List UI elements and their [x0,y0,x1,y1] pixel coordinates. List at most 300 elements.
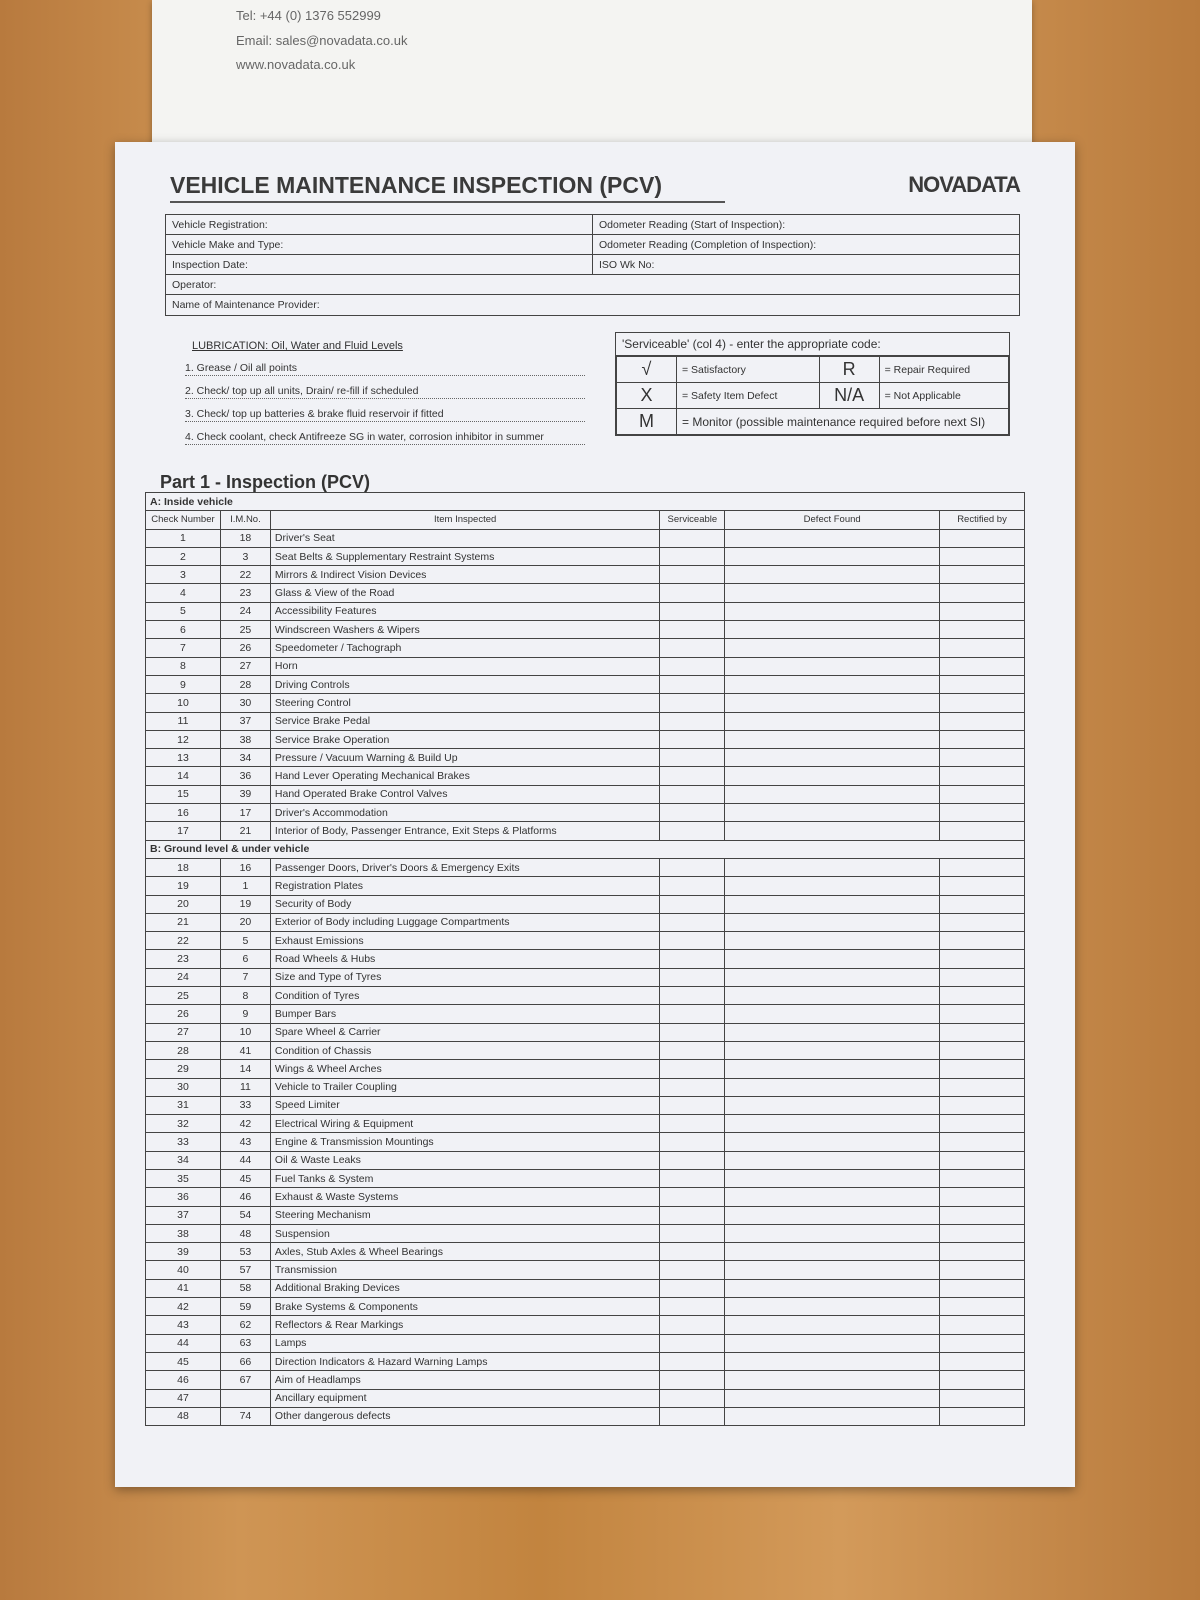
check-number: 40 [146,1261,221,1279]
contact-web: www.novadata.co.uk [236,57,356,72]
item-inspected: Oil & Waste Leaks [270,1151,659,1169]
table-row [146,1279,1025,1297]
table-row [146,804,1025,822]
serviceable-cell[interactable] [660,1188,725,1206]
rectified-by-cell[interactable] [940,1133,1025,1151]
check-number: 3 [146,566,221,584]
defect-found-cell[interactable] [725,1279,940,1297]
defect-found-cell[interactable] [725,1005,940,1023]
im-number: 53 [220,1243,270,1261]
check-number: 7 [146,639,221,657]
rectified-by-cell[interactable] [940,1206,1025,1224]
item-inspected: Glass & View of the Road [270,584,659,602]
item-inspected: Lamps [270,1334,659,1352]
serviceable-cell[interactable] [660,858,725,876]
defect-found-cell[interactable] [725,1188,940,1206]
defect-found-cell[interactable] [725,1371,940,1389]
envelope-flap [152,0,1032,150]
defect-found-cell[interactable] [725,785,940,803]
check-number: 10 [146,694,221,712]
item-inspected: Axles, Stub Axles & Wheel Bearings [270,1243,659,1261]
na-label: = Not Applicable [879,383,1008,409]
check-number: 1 [146,529,221,547]
rectified-by-cell[interactable] [940,1243,1025,1261]
table-row [146,1023,1025,1041]
field-registration[interactable]: Vehicle Registration: [172,219,268,231]
serviceable-cell[interactable] [660,822,725,840]
rectified-by-cell[interactable] [940,1060,1025,1078]
im-number: 20 [220,913,270,931]
check-number: 47 [146,1389,221,1407]
table-row [146,712,1025,730]
rectified-by-cell[interactable] [940,1115,1025,1133]
novadata-logo: NOVADATA [908,172,1020,197]
im-number: 57 [220,1261,270,1279]
serviceable-cell[interactable] [660,584,725,602]
table-row [146,1389,1025,1407]
defect-found-cell[interactable] [725,950,940,968]
lubrication-section [170,340,590,454]
item-inspected: Hand Lever Operating Mechanical Brakes [270,767,659,785]
defect-found-cell[interactable] [725,675,940,693]
rectified-by-cell[interactable] [940,566,1025,584]
item-inspected: Pressure / Vacuum Warning & Build Up [270,749,659,767]
check-number: 31 [146,1096,221,1114]
field-maintenance-provider[interactable]: Name of Maintenance Provider: [172,299,320,311]
field-make-type[interactable]: Vehicle Make and Type: [172,239,284,251]
table-row [146,1151,1025,1169]
defect-found-cell[interactable] [725,1334,940,1352]
im-number: 38 [220,730,270,748]
check-number: 21 [146,913,221,931]
im-number: 22 [220,566,270,584]
serviceable-cell[interactable] [660,1041,725,1059]
serviceable-cell[interactable] [660,1243,725,1261]
im-number: 19 [220,895,270,913]
check-number: 14 [146,767,221,785]
rectified-by-cell[interactable] [940,1279,1025,1297]
check-number: 25 [146,987,221,1005]
table-row [146,932,1025,950]
serviceable-cell[interactable] [660,730,725,748]
serviceable-cell[interactable] [660,968,725,986]
check-number: 28 [146,1041,221,1059]
serviceable-cell[interactable] [660,767,725,785]
defect-found-cell[interactable] [725,932,940,950]
defect-found-cell[interactable] [725,1316,940,1334]
rectified-by-cell[interactable] [940,1224,1025,1242]
table-row [146,566,1025,584]
item-inspected: Security of Body [270,895,659,913]
defect-found-cell[interactable] [725,657,940,675]
check-number: 42 [146,1298,221,1316]
im-number: 26 [220,639,270,657]
rectified-by-cell[interactable] [940,730,1025,748]
defect-found-cell[interactable] [725,987,940,1005]
serviceable-cell[interactable] [660,950,725,968]
rectified-by-cell[interactable] [940,1078,1025,1096]
defect-found-cell[interactable] [725,895,940,913]
item-inspected: Service Brake Pedal [270,712,659,730]
table-row [146,602,1025,620]
item-inspected: Accessibility Features [270,602,659,620]
rectified-by-cell[interactable] [940,1096,1025,1114]
serviceable-cell[interactable] [660,1060,725,1078]
rectified-by-cell[interactable] [940,1151,1025,1169]
defect-found-cell[interactable] [725,1060,940,1078]
defect-found-cell[interactable] [725,1298,940,1316]
im-number: 59 [220,1298,270,1316]
check-number: 38 [146,1224,221,1242]
defect-found-cell[interactable] [725,1151,940,1169]
serviceable-cell[interactable] [660,1224,725,1242]
defect-found-cell[interactable] [725,694,940,712]
check-number: 26 [146,1005,221,1023]
check-number: 12 [146,730,221,748]
inspection-table [145,492,1025,1426]
lubrication-item: 1. Grease / Oil all points [185,362,585,376]
item-inspected: Exterior of Body including Luggage Compartments [270,913,659,931]
serviceable-cell[interactable] [660,602,725,620]
item-inspected: Spare Wheel & Carrier [270,1023,659,1041]
table-row [146,1115,1025,1133]
table-row [146,1334,1025,1352]
rectified-by-cell[interactable] [940,913,1025,931]
serviceable-cell[interactable] [660,749,725,767]
rectified-by-cell[interactable] [940,895,1025,913]
rectified-by-cell[interactable] [940,804,1025,822]
serviceable-cell[interactable] [660,785,725,803]
check-number: 15 [146,785,221,803]
serviceable-cell[interactable] [660,566,725,584]
defect-found-cell[interactable] [725,1389,940,1407]
rectified-by-cell[interactable] [940,584,1025,602]
column-header: Rectified by [940,511,1025,529]
rectified-by-cell[interactable] [940,785,1025,803]
check-number: 2 [146,547,221,565]
check-number: 24 [146,968,221,986]
rectified-by-cell[interactable] [940,1005,1025,1023]
table-row [146,1243,1025,1261]
field-iso-week[interactable]: ISO Wk No: [592,255,1019,274]
defect-found-cell[interactable] [725,1261,940,1279]
rectified-by-cell[interactable] [940,529,1025,547]
defect-found-cell[interactable] [725,767,940,785]
table-row [146,1078,1025,1096]
defect-found-cell[interactable] [725,547,940,565]
check-number: 8 [146,657,221,675]
serviceable-cell[interactable] [660,547,725,565]
rectified-by-cell[interactable] [940,987,1025,1005]
rectified-by-cell[interactable] [940,1169,1025,1187]
item-inspected: Interior of Body, Passenger Entrance, Exit Steps & Platforms [270,822,659,840]
defect-found-cell[interactable] [725,730,940,748]
defect-found-cell[interactable] [725,1206,940,1224]
item-inspected: Service Brake Operation [270,730,659,748]
im-number: 21 [220,822,270,840]
section-header-row [146,840,1025,858]
check-number: 41 [146,1279,221,1297]
table-row [146,1261,1025,1279]
defect-found-cell[interactable] [725,584,940,602]
item-inspected: Electrical Wiring & Equipment [270,1115,659,1133]
rectified-by-cell[interactable] [940,675,1025,693]
im-number: 37 [220,712,270,730]
rectified-by-cell[interactable] [940,822,1025,840]
item-inspected: Ancillary equipment [270,1389,659,1407]
column-header: Check Number [146,511,221,529]
item-inspected: Speed Limiter [270,1096,659,1114]
rectified-by-cell[interactable] [940,1298,1025,1316]
check-number: 16 [146,804,221,822]
rectified-by-cell[interactable] [940,694,1025,712]
lubrication-item: 2. Check/ top up all units, Drain/ re-fill if scheduled [185,385,585,399]
serviceable-cell[interactable] [660,1078,725,1096]
rectified-by-cell[interactable] [940,858,1025,876]
rectified-by-cell[interactable] [940,968,1025,986]
item-inspected: Exhaust Emissions [270,932,659,950]
item-inspected: Road Wheels & Hubs [270,950,659,968]
defect-found-cell[interactable] [725,1169,940,1187]
check-number: 29 [146,1060,221,1078]
serviceable-cell[interactable] [660,895,725,913]
check-number: 32 [146,1115,221,1133]
serviceable-cell[interactable] [660,621,725,639]
table-row [146,1188,1025,1206]
item-inspected: Engine & Transmission Mountings [270,1133,659,1151]
serviceable-cell[interactable] [660,877,725,895]
im-number: 24 [220,602,270,620]
serviceable-cell[interactable] [660,1151,725,1169]
field-operator[interactable]: Operator: [172,279,217,291]
serviceable-code-key [615,332,1010,436]
column-header-row [146,511,1025,529]
table-row [146,968,1025,986]
lubrication-heading: LUBRICATION: Oil, Water and Fluid Levels [192,340,403,352]
im-number [220,1389,270,1407]
serviceable-cell[interactable] [660,1023,725,1041]
im-number: 8 [220,987,270,1005]
serviceable-cell[interactable] [660,913,725,931]
defect-found-cell[interactable] [725,529,940,547]
check-number: 37 [146,1206,221,1224]
defect-found-cell[interactable] [725,877,940,895]
im-number: 58 [220,1279,270,1297]
serviceable-cell[interactable] [660,1371,725,1389]
column-header: Defect Found [725,511,940,529]
im-number: 3 [220,547,270,565]
im-number: 25 [220,621,270,639]
defect-found-cell[interactable] [725,712,940,730]
defect-found-cell[interactable] [725,1407,940,1425]
defect-found-cell[interactable] [725,1096,940,1114]
table-row [146,584,1025,602]
defect-found-cell[interactable] [725,858,940,876]
im-number: 43 [220,1133,270,1151]
serviceable-cell[interactable] [660,694,725,712]
serviceable-cell[interactable] [660,1316,725,1334]
defect-found-cell[interactable] [725,913,940,931]
table-row [146,1005,1025,1023]
defect-found-cell[interactable] [725,602,940,620]
check-number: 22 [146,932,221,950]
rectified-by-cell[interactable] [940,877,1025,895]
serviceable-cell[interactable] [660,529,725,547]
rectified-by-cell[interactable] [940,1389,1025,1407]
defect-found-cell[interactable] [725,968,940,986]
defect-found-cell[interactable] [725,1078,940,1096]
serviceable-cell[interactable] [660,639,725,657]
serviceable-cell[interactable] [660,1279,725,1297]
item-inspected: Size and Type of Tyres [270,968,659,986]
rectified-by-cell[interactable] [940,621,1025,639]
serviceable-cell[interactable] [660,804,725,822]
serviceable-cell[interactable] [660,1389,725,1407]
rectified-by-cell[interactable] [940,1334,1025,1352]
rectified-by-cell[interactable] [940,602,1025,620]
defect-found-cell[interactable] [725,1115,940,1133]
section-title: B: Ground level & under vehicle [146,840,1025,858]
rectified-by-cell[interactable] [940,1023,1025,1041]
column-header: Serviceable [660,511,725,529]
check-number: 34 [146,1151,221,1169]
serviceable-cell[interactable] [660,712,725,730]
item-inspected: Steering Control [270,694,659,712]
table-row [146,675,1025,693]
serviceable-cell[interactable] [660,932,725,950]
defect-found-cell[interactable] [725,566,940,584]
serviceable-cell[interactable] [660,1352,725,1370]
im-number: 42 [220,1115,270,1133]
defect-found-cell[interactable] [725,1023,940,1041]
serviceable-cell[interactable] [660,1334,725,1352]
serviceable-cell[interactable] [660,1005,725,1023]
serviceable-cell[interactable] [660,1261,725,1279]
serviceable-cell[interactable] [660,1169,725,1187]
rectified-by-cell[interactable] [940,932,1025,950]
im-number: 66 [220,1352,270,1370]
rectified-by-cell[interactable] [940,1261,1025,1279]
check-number: 18 [146,858,221,876]
rectified-by-cell[interactable] [940,1352,1025,1370]
defect-found-cell[interactable] [725,804,940,822]
im-number: 14 [220,1060,270,1078]
rectified-by-cell[interactable] [940,547,1025,565]
table-row [146,767,1025,785]
serviceable-cell[interactable] [660,1115,725,1133]
check-number: 5 [146,602,221,620]
serviceable-cell[interactable] [660,987,725,1005]
repair-label: = Repair Required [879,357,1008,383]
table-row [146,1316,1025,1334]
inspection-sheet [115,142,1075,1487]
defect-found-cell[interactable] [725,1352,940,1370]
rectified-by-cell[interactable] [940,749,1025,767]
im-number: 11 [220,1078,270,1096]
table-row [146,1224,1025,1242]
item-inspected: Aim of Headlamps [270,1371,659,1389]
im-number: 10 [220,1023,270,1041]
check-number: 46 [146,1371,221,1389]
table-row [146,621,1025,639]
field-odometer-end[interactable]: Odometer Reading (Completion of Inspection): [592,235,1019,254]
im-number: 18 [220,529,270,547]
im-number: 5 [220,932,270,950]
defect-found-cell[interactable] [725,822,940,840]
serviceable-cell[interactable] [660,1206,725,1224]
rectified-by-cell[interactable] [940,950,1025,968]
item-inspected: Suspension [270,1224,659,1242]
rectified-by-cell[interactable] [940,1316,1025,1334]
check-number: 43 [146,1316,221,1334]
defect-symbol: X [617,383,677,409]
defect-found-cell[interactable] [725,1133,940,1151]
rectified-by-cell[interactable] [940,639,1025,657]
defect-found-cell[interactable] [725,1041,940,1059]
check-number: 4 [146,584,221,602]
serviceable-cell[interactable] [660,1298,725,1316]
table-row [146,1371,1025,1389]
table-row [146,639,1025,657]
serviceable-cell[interactable] [660,1096,725,1114]
monitor-symbol: M [617,409,677,435]
im-number: 46 [220,1188,270,1206]
column-header: Item Inspected [270,511,659,529]
im-number: 74 [220,1407,270,1425]
table-row [146,657,1025,675]
table-row [146,694,1025,712]
defect-found-cell[interactable] [725,1243,940,1261]
satisfactory-symbol: √ [617,357,677,383]
item-inspected: Condition of Tyres [270,987,659,1005]
field-inspection-date[interactable]: Inspection Date: [172,259,248,271]
im-number: 28 [220,675,270,693]
rectified-by-cell[interactable] [940,767,1025,785]
defect-found-cell[interactable] [725,639,940,657]
serviceable-cell[interactable] [660,657,725,675]
rectified-by-cell[interactable] [940,1188,1025,1206]
field-odometer-start[interactable]: Odometer Reading (Start of Inspection): [592,215,1019,234]
na-symbol: N/A [819,383,879,409]
vehicle-details-box [165,214,1020,316]
defect-found-cell[interactable] [725,621,940,639]
check-number: 27 [146,1023,221,1041]
serviceable-cell[interactable] [660,675,725,693]
rectified-by-cell[interactable] [940,657,1025,675]
im-number: 9 [220,1005,270,1023]
im-number: 27 [220,657,270,675]
defect-found-cell[interactable] [725,749,940,767]
serviceable-cell[interactable] [660,1133,725,1151]
im-number: 23 [220,584,270,602]
table-row [146,1096,1025,1114]
rectified-by-cell[interactable] [940,712,1025,730]
im-number: 54 [220,1206,270,1224]
item-inspected: Reflectors & Rear Markings [270,1316,659,1334]
rectified-by-cell[interactable] [940,1407,1025,1425]
serviceable-cell[interactable] [660,1407,725,1425]
im-number: 30 [220,694,270,712]
monitor-label: = Monitor (possible maintenance required before next SI) [677,409,1009,435]
im-number: 1 [220,877,270,895]
check-number: 33 [146,1133,221,1151]
check-number: 30 [146,1078,221,1096]
defect-found-cell[interactable] [725,1224,940,1242]
im-number: 44 [220,1151,270,1169]
check-number: 6 [146,621,221,639]
rectified-by-cell[interactable] [940,1371,1025,1389]
rectified-by-cell[interactable] [940,1041,1025,1059]
